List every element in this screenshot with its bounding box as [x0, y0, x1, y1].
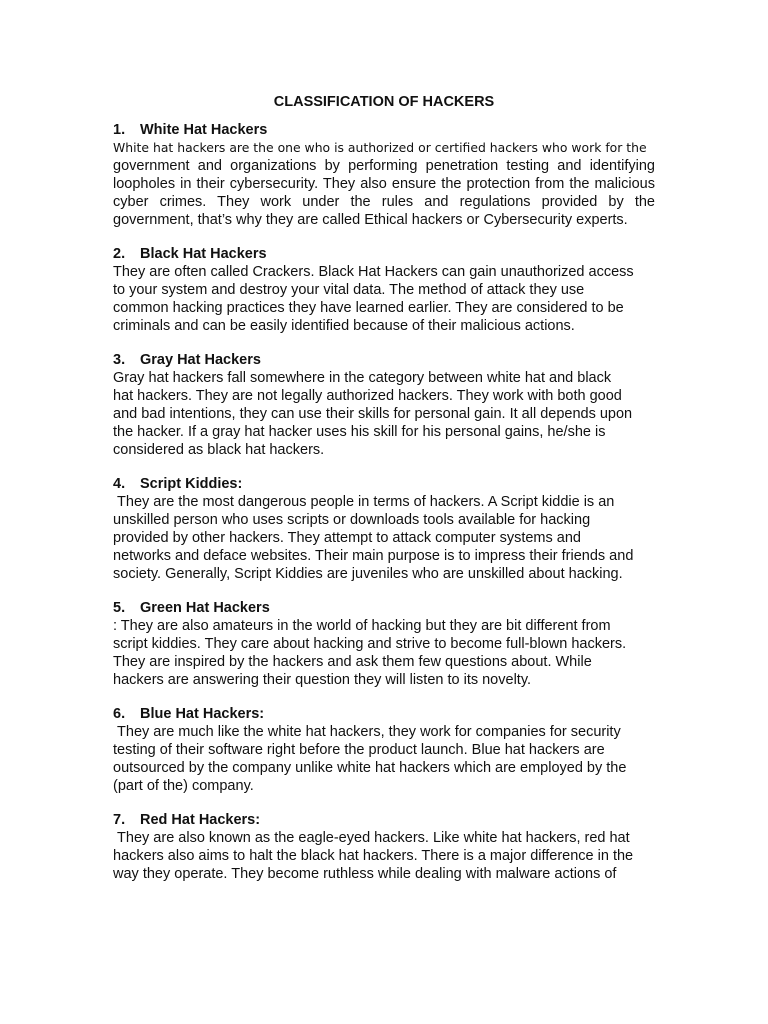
section-red-hat: [113, 811, 655, 883]
section-heading: [113, 245, 655, 263]
section-body: [113, 139, 660, 229]
section-heading: [113, 811, 655, 829]
section-heading: [113, 705, 655, 723]
section-blue-hat: [113, 705, 655, 795]
document-page: [113, 93, 660, 899]
section-script-kiddies: [113, 475, 655, 583]
section-body: Gray hat hackers fall somewhere in the category between white hat and black hat hackers. They are not legally authorized hackers. They work with both good and bad intentions, they can use their skills for personal gain. It all depends upon the hacker. If a gray hat hacker uses his skill for his personal gains, he/she is considered as black hat hackers.: [113, 370, 633, 458]
section-body-text: government and organizations by performing penetration testing and identifying loopholes in their cybersecurity. They also ensure the protection from the malicious cyber crimes. They work under the rules and regulations provided by the government, that’s why they are called Ethical hackers or Cybersecurity experts.: [113, 158, 660, 228]
section-title: Green Hat Hackers: [140, 600, 270, 616]
section-title: Gray Hat Hackers: [140, 352, 261, 368]
section-title: Red Hat Hackers:: [140, 812, 261, 828]
section-number: 1.: [113, 122, 126, 138]
section-number: 3.: [113, 352, 126, 368]
section-number: 2.: [113, 246, 126, 262]
section-body: They are often called Crackers. Black Hat Hackers can gain unauthorized access to your system and destroy your vital data. The method of attack they use common hacking practices they have learned earlier. They are considered to be criminals and can be easily identified because of their malicious actions.: [113, 264, 634, 334]
section-body: : They are also amateurs in the world of hacking but they are bit different from script kiddies. They care about hacking and strive to become full-blown hackers. They are inspired by the hackers and ask them few questions about. While hackers are answering their question they will listen to its novelty.: [113, 618, 627, 688]
section-heading: [113, 599, 655, 617]
section-title: Black Hat Hackers: [140, 246, 267, 262]
section-body: They are also known as the eagle-eyed hackers. Like white hat hackers, red hat hackers also aims to halt the black hat hackers. There is a major difference in the way they operate. They become ruthless while dealing with malware actions of: [113, 830, 634, 882]
section-number: 4.: [113, 476, 126, 492]
section-white-hat: [113, 121, 660, 229]
document-title: CLASSIFICATION OF HACKERS: [273, 94, 495, 110]
section-number: 6.: [113, 706, 126, 722]
section-gray-hat: [113, 351, 655, 459]
section-green-hat: [113, 599, 655, 689]
section-number: 7.: [113, 812, 126, 828]
section-heading: [113, 351, 655, 369]
section-heading: [113, 475, 655, 493]
section-title: White Hat Hackers: [140, 122, 268, 138]
section-body: They are the most dangerous people in terms of hackers. A Script kiddie is an unskilled person who uses scripts or downloads tools available for hacking provided by other hackers. They attempt to attack computer systems and networks and deface websites. Their main purpose is to impress their friends and society. Generally, Script Kiddies are juveniles who are unskilled about hacking.: [113, 494, 634, 582]
section-title: Script Kiddies:: [140, 476, 243, 492]
section-black-hat: [113, 245, 655, 335]
section-body-lead: White hat hackers are the one who is authorized or certified hackers who work for the: [113, 140, 647, 155]
section-title: Blue Hat Hackers:: [140, 706, 265, 722]
section-heading: [113, 121, 655, 139]
section-number: 5.: [113, 600, 126, 616]
section-body: They are much like the white hat hackers, they work for companies for security testing of their software right before the product launch. Blue hat hackers are outsourced by the company unlike white hat hackers which are employed by the (part of the) company.: [113, 724, 627, 794]
